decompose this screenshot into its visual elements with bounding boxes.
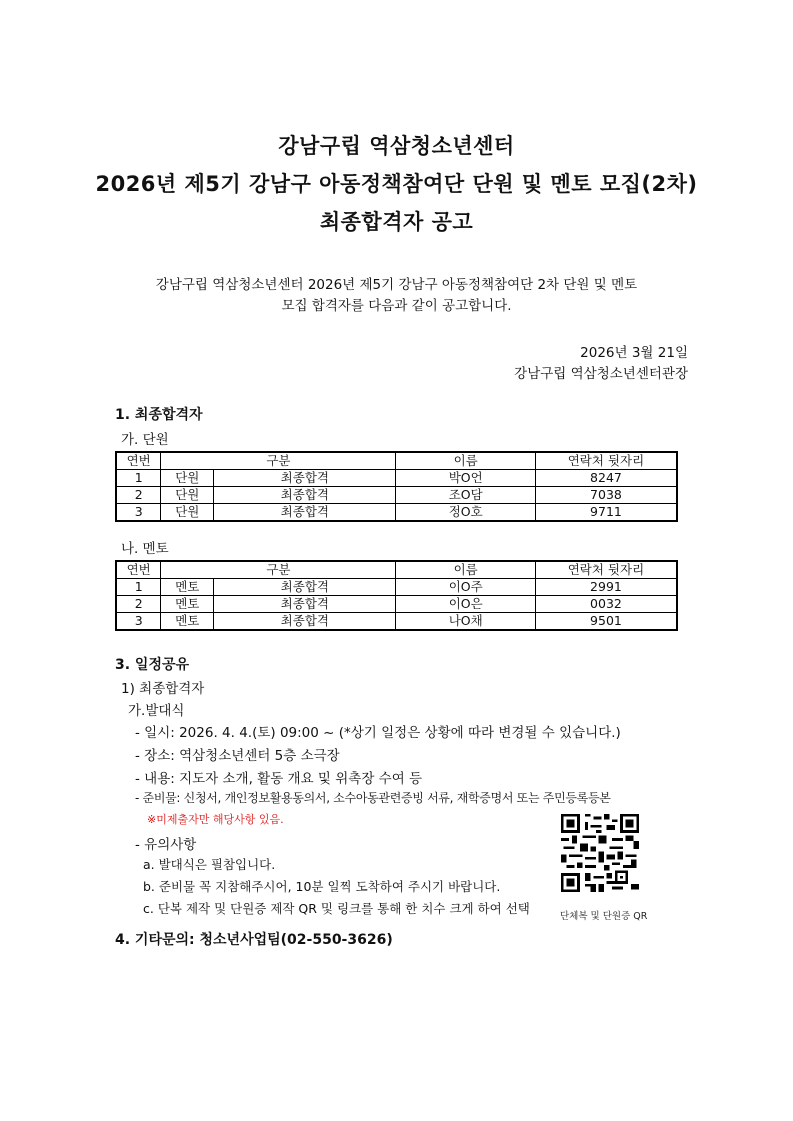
- table-row: [116, 470, 677, 487]
- note-red-text: ※미제출자: [147, 813, 199, 826]
- cell-role: 단원: [161, 504, 214, 522]
- schedule-content: - 내용: 지도자 소개, 활동 개요 및 위촉장 수여 등: [135, 771, 423, 787]
- header-category: 구분: [161, 561, 396, 579]
- table-row: [116, 596, 677, 613]
- table-header-row: [116, 561, 677, 579]
- notice-date: 2026년 3월 21일: [580, 345, 688, 361]
- intro-line-2: 모집 합격자를 다음과 같이 공고합니다.: [281, 298, 512, 314]
- schedule-place: - 장소: 역삼청소년센터 5층 소극장: [135, 748, 340, 764]
- section4-heading: 4. 기타문의: 청소년사업팀(02-550-3626): [115, 932, 393, 948]
- section1-heading: 1. 최종합격자: [115, 407, 203, 423]
- cell-phone: 8247: [535, 470, 677, 487]
- section3-subsub: 가.발대식: [128, 703, 185, 719]
- cell-role: 멘토: [161, 613, 214, 631]
- notice-signer: 강남구립 역삼청소년센터관장: [514, 366, 688, 382]
- cell-no: 1: [116, 470, 161, 487]
- members-table: [115, 451, 678, 522]
- cell-role: 멘토: [161, 579, 214, 596]
- table-row: [116, 613, 677, 631]
- members-label: 가. 단원: [121, 432, 169, 448]
- qr-caption: 단체복 및 단원증 QR: [560, 911, 648, 922]
- cell-no: 3: [116, 613, 161, 631]
- cell-status: 최종합격: [214, 504, 396, 522]
- header-name: 이름: [396, 561, 535, 579]
- cell-role: 멘토: [161, 596, 214, 613]
- cell-status: 최종합격: [214, 596, 396, 613]
- cell-phone: 2991: [535, 579, 677, 596]
- cell-no: 3: [116, 504, 161, 522]
- cell-name: 조O담: [396, 487, 535, 504]
- cell-status: 최종합격: [214, 579, 396, 596]
- cell-name: 정O호: [396, 504, 535, 522]
- table-header-row: [116, 452, 677, 470]
- schedule-materials: - 준비물: 신청서, 개인정보활용동의서, 소수아동관련증빙 서류, 재학증명서 또는 주민등록등본: [135, 791, 611, 805]
- qr-code-icon[interactable]: [561, 814, 639, 892]
- header-phone: 연락처 뒷자리: [535, 452, 677, 470]
- cell-name: 이O주: [396, 579, 535, 596]
- cell-no: 2: [116, 487, 161, 504]
- title-line-3: 최종합격자 공고: [319, 210, 474, 234]
- header-category: 구분: [161, 452, 396, 470]
- title-line-2: 2026년 제5기 강남구 아동정책참여단 단원 및 멘토 모집(2차): [95, 172, 698, 196]
- caution-c: c. 단복 제작 및 단원증 제작 QR 및 링크를 통해 한 치수 크게 하여 선택: [143, 901, 530, 916]
- caution-a: a. 발대식은 필참입니다.: [143, 857, 276, 872]
- cell-role: 단원: [161, 487, 214, 504]
- cell-phone: 9711: [535, 504, 677, 522]
- table-row: [116, 579, 677, 596]
- cell-status: 최종합격: [214, 470, 396, 487]
- cell-status: 최종합격: [214, 487, 396, 504]
- cell-name: 이O은: [396, 596, 535, 613]
- schedule-datetime: - 일시: 2026. 4. 4.(토) 09:00 ~ (*상기 일정은 상황에 따라 변경될 수 있습니다.): [135, 725, 621, 741]
- header-no: 연번: [116, 561, 161, 579]
- table-row: [116, 487, 677, 504]
- caution-b: b. 준비물 꼭 지참해주시어, 10분 일찍 도착하여 주시기 바랍니다.: [143, 879, 501, 894]
- mentors-label: 나. 멘토: [121, 541, 169, 557]
- table-row: [116, 504, 677, 522]
- header-name: 이름: [396, 452, 535, 470]
- cell-role: 단원: [161, 470, 214, 487]
- header-no: 연번: [116, 452, 161, 470]
- section3-sub: 1) 최종합격자: [121, 681, 205, 697]
- cell-phone: 0032: [535, 596, 677, 613]
- cell-phone: 9501: [535, 613, 677, 631]
- section3-heading: 3. 일정공유: [115, 657, 190, 673]
- cell-no: 2: [116, 596, 161, 613]
- cell-phone: 7038: [535, 487, 677, 504]
- cell-name: 나O채: [396, 613, 535, 631]
- materials-note: [147, 811, 284, 827]
- header-phone: 연락처 뒷자리: [535, 561, 677, 579]
- mentors-table: [115, 560, 678, 631]
- cell-no: 1: [116, 579, 161, 596]
- intro-line-1: 강남구립 역삼청소년센터 2026년 제5기 강남구 아동정책참여단 2차 단원 및 멘토: [155, 277, 638, 293]
- cell-status: 최종합격: [214, 613, 396, 631]
- note-rest-text: 만 해당사항 있음.: [198, 813, 284, 826]
- cell-name: 박O언: [396, 470, 535, 487]
- title-line-1: 강남구립 역삼청소년센터: [278, 134, 515, 158]
- caution-label: - 유의사항: [135, 837, 197, 853]
